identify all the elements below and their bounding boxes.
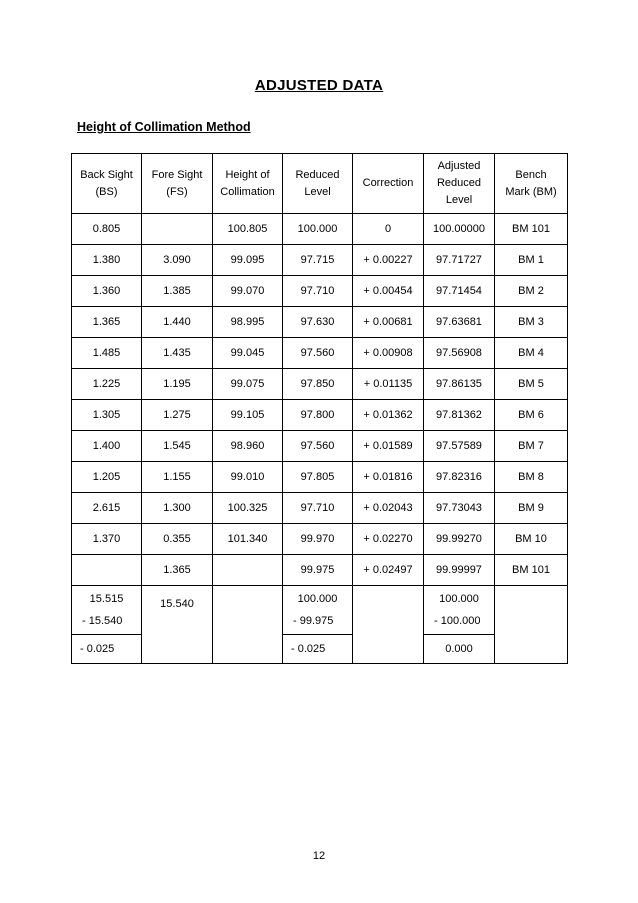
cell-correction: 0 xyxy=(353,214,424,245)
header-bench-mark: Bench Mark (BM) xyxy=(495,154,568,214)
cell-bs: 2.615 xyxy=(72,493,142,524)
summary-rl: 100.000 - 99.975 xyxy=(283,586,353,635)
cell-arl: 97.71727 xyxy=(424,245,495,276)
summary-arl: 100.000 - 100.000 xyxy=(424,586,495,635)
summary-row xyxy=(72,586,568,635)
table-row xyxy=(72,431,568,462)
cell-correction: + 0.01135 xyxy=(353,369,424,400)
cell-rl: 97.715 xyxy=(283,245,353,276)
difference-bs-fs: - 0.025 xyxy=(72,635,142,664)
cell-rl: 100.000 xyxy=(283,214,353,245)
cell-bs: 1.400 xyxy=(72,431,142,462)
cell-rl: 97.710 xyxy=(283,276,353,307)
cell-arl: 97.56908 xyxy=(424,338,495,369)
cell-hi: 99.070 xyxy=(213,276,283,307)
cell-hi: 100.325 xyxy=(213,493,283,524)
summary-hi-empty xyxy=(213,586,283,664)
table-row xyxy=(72,369,568,400)
summary-fs: 15.540 xyxy=(142,586,213,664)
cell-hi: 99.045 xyxy=(213,338,283,369)
table-row xyxy=(72,400,568,431)
cell-correction: + 0.01816 xyxy=(353,462,424,493)
cell-arl: 97.86135 xyxy=(424,369,495,400)
cell-hi: 100.805 xyxy=(213,214,283,245)
header-adjusted-reduced-level: Adjusted Reduced Level xyxy=(424,154,495,214)
cell-bs: 1.225 xyxy=(72,369,142,400)
cell-fs: 1.385 xyxy=(142,276,213,307)
cell-bs: 1.305 xyxy=(72,400,142,431)
cell-bs: 1.205 xyxy=(72,462,142,493)
cell-correction: + 0.01362 xyxy=(353,400,424,431)
cell-fs: 1.275 xyxy=(142,400,213,431)
table-row xyxy=(72,524,568,555)
cell-rl: 97.710 xyxy=(283,493,353,524)
cell-bm: BM 3 xyxy=(495,307,568,338)
cell-rl: 97.630 xyxy=(283,307,353,338)
cell-rl: 97.560 xyxy=(283,431,353,462)
cell-fs xyxy=(142,214,213,245)
page-number: 12 xyxy=(312,850,326,862)
cell-fs: 3.090 xyxy=(142,245,213,276)
cell-rl: 99.970 xyxy=(283,524,353,555)
cell-bm: BM 5 xyxy=(495,369,568,400)
cell-arl: 97.73043 xyxy=(424,493,495,524)
cell-arl: 97.71454 xyxy=(424,276,495,307)
cell-hi: 99.095 xyxy=(213,245,283,276)
cell-bm: BM 6 xyxy=(495,400,568,431)
cell-bs xyxy=(72,555,142,586)
cell-correction: + 0.01589 xyxy=(353,431,424,462)
header-height-of-collimation: Height of Collimation xyxy=(213,154,283,214)
cell-correction: + 0.00227 xyxy=(353,245,424,276)
cell-fs: 1.195 xyxy=(142,369,213,400)
cell-bm: BM 1 xyxy=(495,245,568,276)
cell-bs: 1.360 xyxy=(72,276,142,307)
cell-correction: + 0.00454 xyxy=(353,276,424,307)
table-row xyxy=(72,276,568,307)
cell-arl: 97.82316 xyxy=(424,462,495,493)
cell-hi: 101.340 xyxy=(213,524,283,555)
cell-bs: 1.380 xyxy=(72,245,142,276)
table-body xyxy=(72,214,568,664)
cell-fs: 1.440 xyxy=(142,307,213,338)
cell-arl: 97.57589 xyxy=(424,431,495,462)
summary-bm-empty xyxy=(495,586,568,664)
cell-rl: 97.850 xyxy=(283,369,353,400)
cell-correction: + 0.02270 xyxy=(353,524,424,555)
cell-correction: + 0.00908 xyxy=(353,338,424,369)
table-row xyxy=(72,214,568,245)
cell-arl: 97.81362 xyxy=(424,400,495,431)
cell-correction: + 0.02497 xyxy=(353,555,424,586)
cell-bs: 1.365 xyxy=(72,307,142,338)
cell-bm: BM 4 xyxy=(495,338,568,369)
cell-fs: 1.300 xyxy=(142,493,213,524)
table-row xyxy=(72,307,568,338)
cell-bm: BM 101 xyxy=(495,214,568,245)
cell-bm: BM 9 xyxy=(495,493,568,524)
cell-rl: 99.975 xyxy=(283,555,353,586)
cell-hi: 98.960 xyxy=(213,431,283,462)
header-reduced-level: Reduced Level xyxy=(283,154,353,214)
table-row xyxy=(72,462,568,493)
cell-bs: 1.370 xyxy=(72,524,142,555)
cell-rl: 97.560 xyxy=(283,338,353,369)
cell-correction: + 0.00681 xyxy=(353,307,424,338)
header-back-sight: Back Sight (BS) xyxy=(72,154,142,214)
cell-arl: 97.63681 xyxy=(424,307,495,338)
cell-hi: 99.105 xyxy=(213,400,283,431)
header-row xyxy=(72,154,568,214)
cell-correction: + 0.02043 xyxy=(353,493,424,524)
cell-fs: 1.155 xyxy=(142,462,213,493)
page-title: ADJUSTED DATA xyxy=(254,77,384,94)
table-row xyxy=(72,338,568,369)
cell-arl: 99.99997 xyxy=(424,555,495,586)
adjusted-data-table xyxy=(71,153,568,664)
cell-bm: BM 2 xyxy=(495,276,568,307)
cell-bm: BM 10 xyxy=(495,524,568,555)
table-row xyxy=(72,555,568,586)
cell-fs: 0.355 xyxy=(142,524,213,555)
summary-correction-empty xyxy=(353,586,424,664)
cell-hi: 99.010 xyxy=(213,462,283,493)
cell-arl: 100.00000 xyxy=(424,214,495,245)
cell-bm: BM 7 xyxy=(495,431,568,462)
cell-bs: 1.485 xyxy=(72,338,142,369)
difference-arl: 0.000 xyxy=(424,635,495,664)
cell-rl: 97.800 xyxy=(283,400,353,431)
summary-bs: 15.515 - 15.540 xyxy=(72,586,142,635)
cell-bs: 0.805 xyxy=(72,214,142,245)
cell-fs: 1.435 xyxy=(142,338,213,369)
cell-bm: BM 101 xyxy=(495,555,568,586)
cell-rl: 97.805 xyxy=(283,462,353,493)
table-row xyxy=(72,245,568,276)
section-heading: Height of Collimation Method xyxy=(77,120,251,134)
cell-fs: 1.365 xyxy=(142,555,213,586)
cell-bm: BM 8 xyxy=(495,462,568,493)
table-row xyxy=(72,493,568,524)
cell-hi: 99.075 xyxy=(213,369,283,400)
cell-hi: 98.995 xyxy=(213,307,283,338)
header-fore-sight: Fore Sight (FS) xyxy=(142,154,213,214)
difference-rl: - 0.025 xyxy=(283,635,353,664)
cell-arl: 99.99270 xyxy=(424,524,495,555)
cell-fs: 1.545 xyxy=(142,431,213,462)
header-correction: Correction xyxy=(353,154,424,214)
cell-hi xyxy=(213,555,283,586)
